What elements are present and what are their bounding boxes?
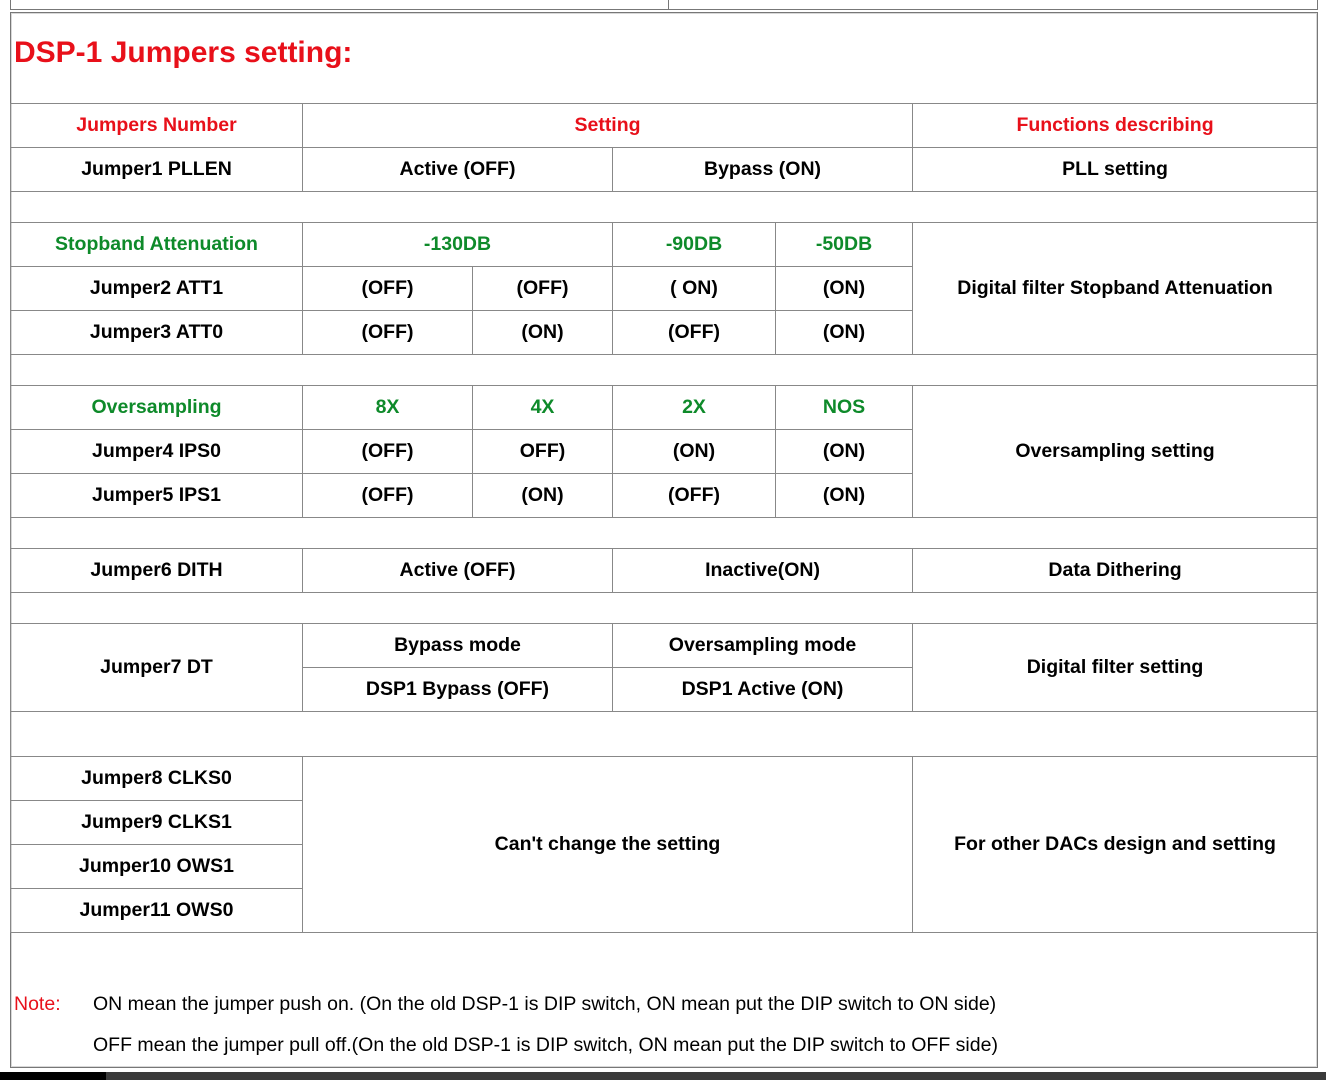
jumper-name: Jumper7 DT bbox=[11, 624, 303, 712]
setting-cell: DSP1 Active (ON) bbox=[613, 668, 913, 712]
setting-cell: DSP1 Bypass (OFF) bbox=[303, 668, 613, 712]
setting-cell: (OFF) bbox=[473, 267, 613, 311]
top-strip-divider bbox=[668, 0, 669, 9]
spacer-row bbox=[11, 593, 1318, 624]
option-header: 8X bbox=[303, 386, 473, 430]
jumper-name: Jumper11 OWS0 bbox=[11, 889, 303, 933]
jumper-name: Jumper4 IPS0 bbox=[11, 430, 303, 474]
setting-cell: Can't change the setting bbox=[303, 757, 913, 933]
function-cell: Data Dithering bbox=[913, 549, 1318, 593]
function-cell: For other DACs design and setting bbox=[913, 757, 1318, 933]
page-title: DSP-1 Jumpers setting: bbox=[14, 36, 353, 69]
setting-cell: (OFF) bbox=[303, 474, 473, 518]
function-cell: Digital filter setting bbox=[913, 624, 1318, 712]
setting-cell: OFF) bbox=[473, 430, 613, 474]
setting-cell: (ON) bbox=[613, 430, 776, 474]
setting-cell: Inactive(ON) bbox=[613, 549, 913, 593]
function-cell: PLL setting bbox=[913, 148, 1318, 192]
setting-cell: (ON) bbox=[776, 311, 913, 355]
setting-cell: (OFF) bbox=[303, 267, 473, 311]
option-header: -90DB bbox=[613, 223, 776, 267]
spacer-row bbox=[11, 355, 1318, 386]
option-header: -130DB bbox=[303, 223, 613, 267]
note-text: ON mean the jumper push on. (On the old DSP-1 is DIP switch, ON mean put the DIP switch to ON side) bbox=[93, 993, 997, 1015]
group-label: Stopband Attenuation bbox=[11, 223, 303, 267]
table-row bbox=[11, 549, 1318, 593]
note-text: OFF mean the jumper pull off.(On the old DSP-1 is DIP switch, ON mean put the DIP switch to OFF side) bbox=[93, 1034, 998, 1056]
taskbar-start bbox=[0, 1072, 106, 1080]
jumper-name: Jumper1 PLLEN bbox=[11, 148, 303, 192]
setting-cell: (OFF) bbox=[303, 311, 473, 355]
setting-cell: Bypass (ON) bbox=[613, 148, 913, 192]
note-line-1 bbox=[14, 993, 996, 1016]
spacer-row bbox=[11, 518, 1318, 549]
jumper-name: Jumper6 DITH bbox=[11, 549, 303, 593]
note-label: Note: bbox=[14, 993, 61, 1015]
jumper-name: Jumper5 IPS1 bbox=[11, 474, 303, 518]
function-cell: Digital filter Stopband Attenuation bbox=[913, 223, 1318, 355]
setting-cell: Active (OFF) bbox=[303, 549, 613, 593]
setting-cell: ( ON) bbox=[613, 267, 776, 311]
jumper-name: Jumper9 CLKS1 bbox=[11, 801, 303, 845]
oversampling-header-row bbox=[11, 386, 1318, 430]
jumper-name: Jumper8 CLKS0 bbox=[11, 757, 303, 801]
setting-cell: (ON) bbox=[776, 474, 913, 518]
taskbar-edge bbox=[0, 1072, 1326, 1080]
table-row bbox=[11, 757, 1318, 801]
setting-cell: (ON) bbox=[473, 474, 613, 518]
jumper-name: Jumper2 ATT1 bbox=[11, 267, 303, 311]
header-setting: Setting bbox=[303, 104, 913, 148]
setting-cell: Active (OFF) bbox=[303, 148, 613, 192]
spacer-row bbox=[11, 712, 1318, 757]
option-header: 2X bbox=[613, 386, 776, 430]
setting-cell: (OFF) bbox=[303, 430, 473, 474]
setting-cell: (ON) bbox=[776, 430, 913, 474]
option-header: 4X bbox=[473, 386, 613, 430]
jumper-name: Jumper3 ATT0 bbox=[11, 311, 303, 355]
group-label: Oversampling bbox=[11, 386, 303, 430]
table-row bbox=[11, 624, 1318, 668]
option-header: NOS bbox=[776, 386, 913, 430]
setting-cell: (OFF) bbox=[613, 311, 776, 355]
setting-cell: Oversampling mode bbox=[613, 624, 913, 668]
jumper-name: Jumper10 OWS1 bbox=[11, 845, 303, 889]
function-cell: Oversampling setting bbox=[913, 386, 1318, 518]
header-jumpers-number: Jumpers Number bbox=[11, 104, 303, 148]
header-functions: Functions describing bbox=[913, 104, 1318, 148]
setting-cell: (OFF) bbox=[613, 474, 776, 518]
jumpers-table bbox=[10, 103, 1318, 933]
setting-cell: (ON) bbox=[473, 311, 613, 355]
spacer-row bbox=[11, 192, 1318, 223]
option-header: -50DB bbox=[776, 223, 913, 267]
note-line-2 bbox=[14, 1034, 998, 1057]
table-row bbox=[11, 148, 1318, 192]
header-row bbox=[11, 104, 1318, 148]
setting-cell: Bypass mode bbox=[303, 624, 613, 668]
stopband-header-row bbox=[11, 223, 1318, 267]
top-table-strip bbox=[10, 0, 1318, 10]
setting-cell: (ON) bbox=[776, 267, 913, 311]
